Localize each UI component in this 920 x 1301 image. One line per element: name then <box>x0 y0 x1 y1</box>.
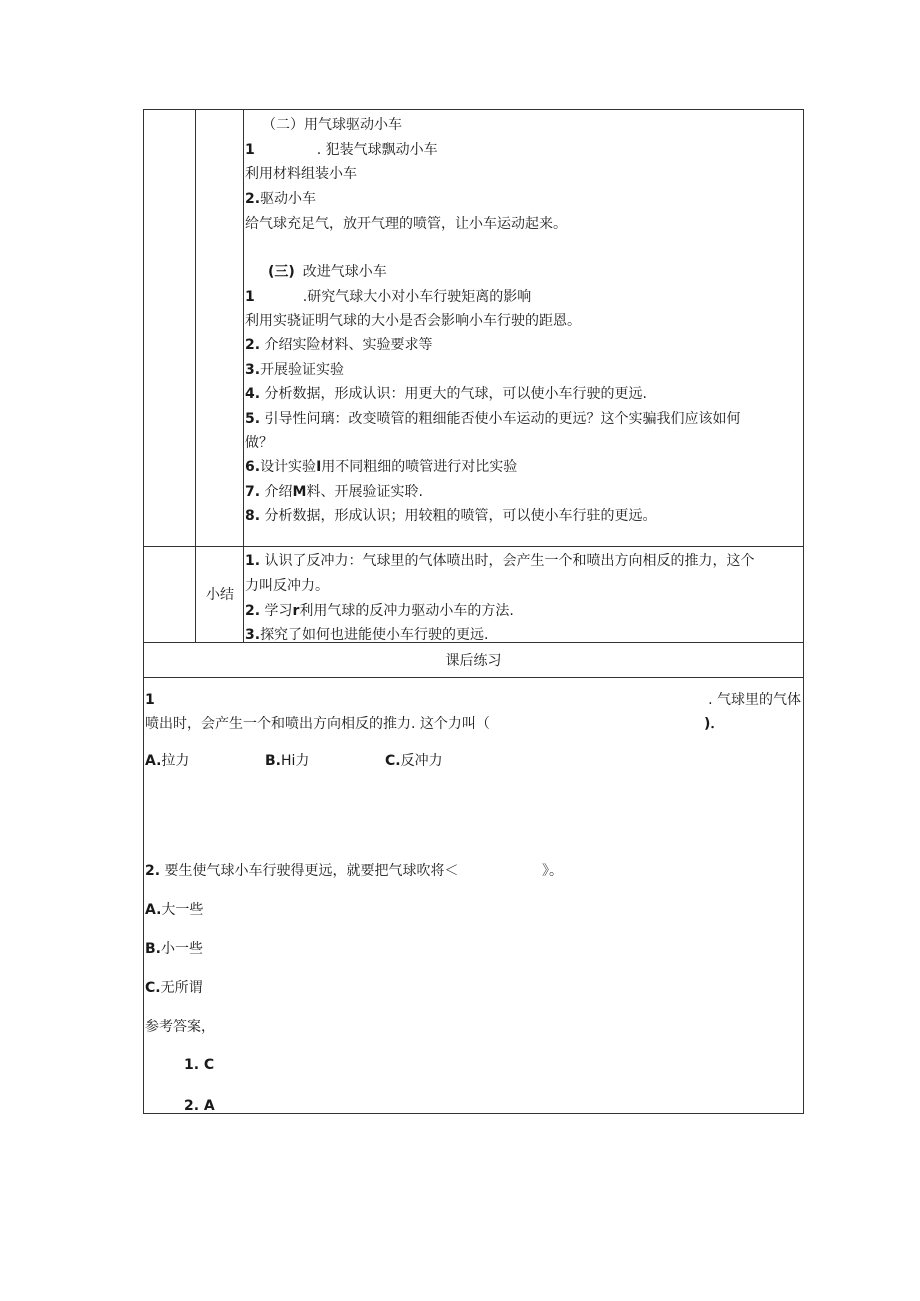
section3-heading <box>268 262 387 282</box>
option-key: C. <box>145 980 161 996</box>
summary-item1-continued: 力叫反冲力。 <box>245 578 329 594</box>
item-number: 2. <box>245 337 261 353</box>
option-key: A. <box>145 753 162 769</box>
item-number: 1 <box>245 142 255 158</box>
practice-title: 课后练习 <box>445 653 502 669</box>
section3-item4 <box>245 384 647 404</box>
item-number: 5. <box>245 411 261 427</box>
item-text: 要生使气球小车行驶得更远，就要把气球吹将＜ <box>164 863 459 879</box>
section3-item5-continued: 做？ <box>245 435 273 451</box>
option-key: B. <box>265 753 281 769</box>
item-number: 8. <box>245 508 261 524</box>
item-text: 分析数据，形成认识：用更大的气球，可以使小车行驶的更远. <box>264 386 647 402</box>
q1-option-b <box>265 751 309 771</box>
item-text-glyph: I <box>316 459 322 475</box>
option-key: C. <box>385 753 401 769</box>
item-number: 3. <box>245 627 261 643</box>
answer-2: 2. A <box>184 1098 215 1114</box>
section3-item1 <box>245 287 531 307</box>
q1-text: 喷出时，会产生一个和喷出方向相反的推力. 这个力叫（ <box>145 716 490 732</box>
option-text: 大一些 <box>161 902 204 918</box>
item-number: 1. <box>245 553 261 569</box>
item-text-rest: 利用气球的反冲力驱动小车的方法. <box>299 603 514 619</box>
q2-text <box>145 861 459 881</box>
section3-item3 <box>245 360 344 380</box>
lesson-table <box>143 109 804 1114</box>
option-text: 拉力 <box>161 753 190 769</box>
item-text: .研究气球大小对小车行驶矩离的影响 <box>302 289 532 305</box>
item-text-rest: 用不同粗细的喷管进行对比实验 <box>321 459 518 475</box>
section2-heading: （二）用气球驱动小车 <box>262 117 402 133</box>
summary-item2 <box>245 601 514 621</box>
q1-text-right: . 气球里的气体 <box>708 692 801 708</box>
item-number: 6. <box>245 459 261 475</box>
item-text: 驱动小车 <box>260 191 317 207</box>
item-number: 2. <box>245 191 261 207</box>
item-text-glyph: M <box>292 484 307 500</box>
summary-item1 <box>245 551 755 571</box>
option-text: 无所谓 <box>160 980 203 996</box>
q1-number: 1 <box>145 692 155 708</box>
q2-option-c <box>145 978 203 998</box>
q2-option-a <box>145 900 203 920</box>
item-text: . 犯装气球飘动小车 <box>316 142 438 158</box>
item-number: 4. <box>245 386 261 402</box>
item-number: 2. <box>145 863 161 879</box>
section2-item1 <box>245 140 438 160</box>
summary-item3 <box>245 625 489 645</box>
row-divider-practice-title <box>144 677 803 678</box>
section3-item5 <box>245 409 741 429</box>
item-text: 探究了如何也进能使小车行驶的更远. <box>260 627 489 643</box>
item-number: 7. <box>245 484 261 500</box>
answers-label: 参考答案， <box>145 1019 215 1035</box>
q1-close: )． <box>704 716 725 732</box>
section3-item2 <box>245 335 433 355</box>
column-divider-1 <box>195 110 196 642</box>
item-text: 引导性问璃：改变喷管的粗细能否使小车运动的更远？这个实骗我们应该如何 <box>264 411 741 427</box>
option-key: B. <box>145 941 161 957</box>
q1-option-a <box>145 751 189 771</box>
option-key: A. <box>145 902 162 918</box>
item-number: 1 <box>245 289 255 305</box>
q1-option-c <box>385 751 443 771</box>
item-text: 分析数据，形成认识；用较粗的喷管，可以使小车行驻的更远。 <box>264 508 657 524</box>
item-text: 学习 <box>264 603 293 619</box>
item-text-glyph: r <box>292 603 300 619</box>
item-text: 认识了反冲力：气球里的气体喷出时，会产生一个和喷出方向相反的推力，这个 <box>264 553 755 569</box>
section2-item2 <box>245 189 316 209</box>
item-text: 介绍 <box>264 484 293 500</box>
item-text: 开展验证实验 <box>260 362 345 378</box>
column-divider-2 <box>243 110 244 642</box>
option-text: Hi力 <box>281 753 310 769</box>
option-text: 反冲力 <box>400 753 443 769</box>
item-text: 设计实验 <box>260 459 317 475</box>
q2-close: 》。 <box>542 863 563 879</box>
heading-number: (三) <box>268 264 295 280</box>
q2-option-b <box>145 939 203 959</box>
summary-label: 小结 <box>206 587 234 603</box>
section2-item1-detail: 利用材料组装小车 <box>245 166 357 182</box>
section2-item2-detail: 给气球充足气，放开气理的喷管，让小车运动起来。 <box>245 216 567 232</box>
section3-item6 <box>245 457 517 477</box>
heading-text: 改进气球小车 <box>302 264 387 280</box>
section3-item7 <box>245 482 423 502</box>
option-text: 小一些 <box>161 941 203 957</box>
item-number: 2. <box>245 603 261 619</box>
item-text-rest: 料、开展验证实聆. <box>306 484 423 500</box>
answer-1: 1. C <box>184 1057 215 1073</box>
row-divider-summary-top <box>144 546 803 547</box>
section3-item1-detail: 利用实骁证明气球的大小是否会影响小车行驶的距恩。 <box>245 313 581 329</box>
item-text: 介绍实险材料、实验要求等 <box>264 337 433 353</box>
item-number: 3. <box>245 362 261 378</box>
section3-item8 <box>245 506 657 526</box>
